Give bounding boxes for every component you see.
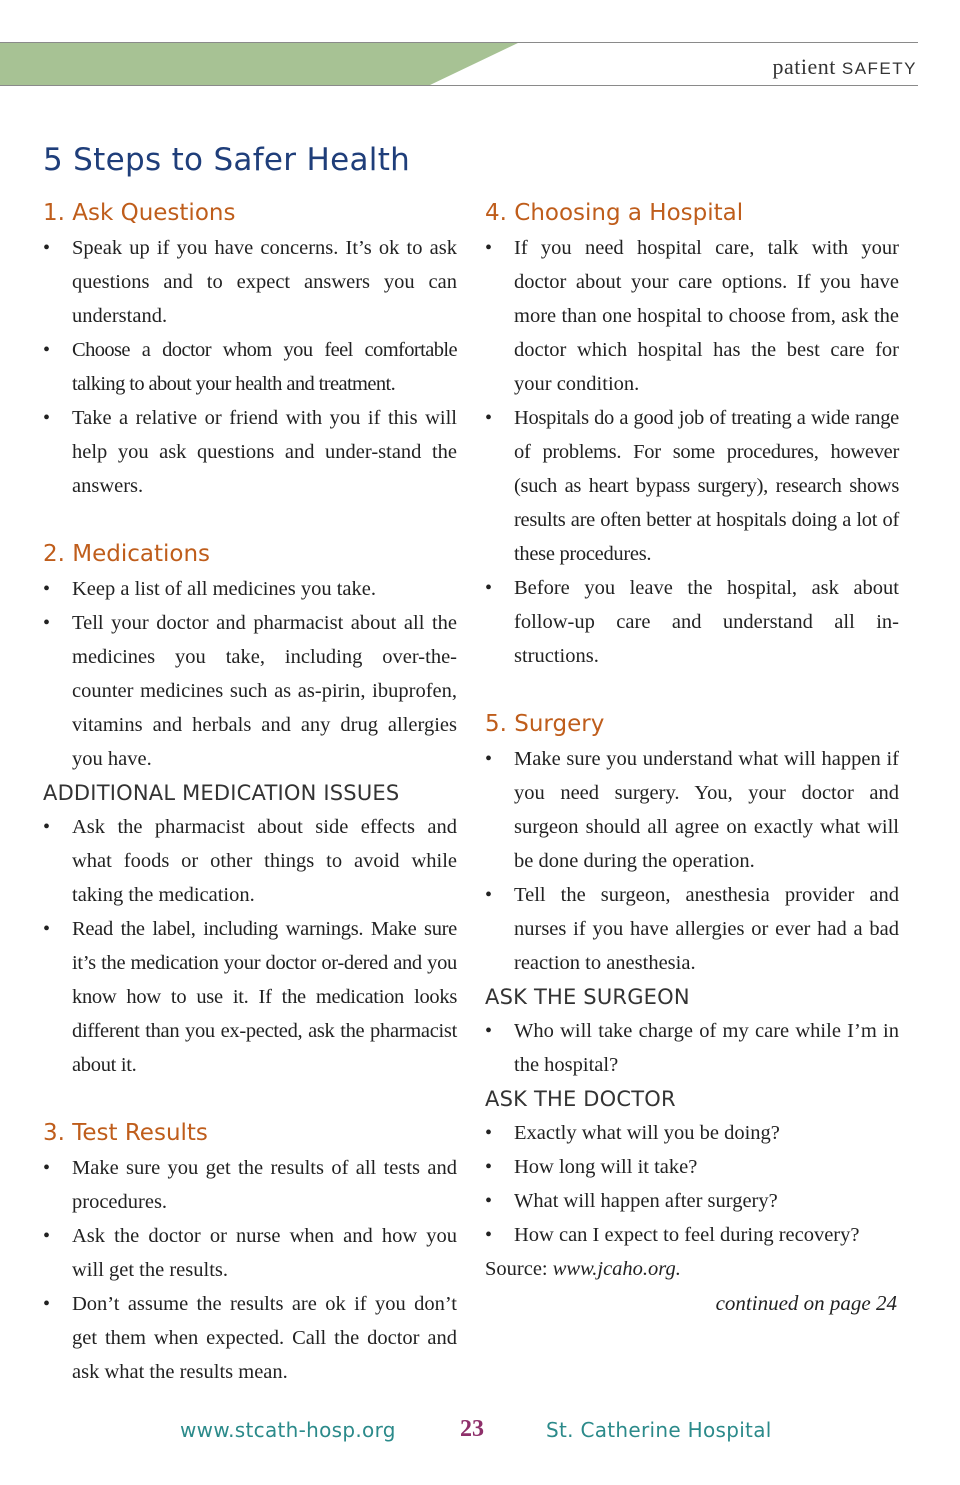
- footer-hospital-name: St. Catherine Hospital: [546, 1418, 772, 1442]
- step-2-heading: 2. Medications: [43, 541, 211, 567]
- continued-note: continued on page 24: [715, 1291, 897, 1315]
- page-number: 23: [460, 1416, 484, 1442]
- spacer: [43, 503, 457, 537]
- ask-doctor-heading: ASK THE DOCTOR: [485, 1087, 676, 1111]
- list-item: • Who will take charge of my care while I’m in the hospital?: [485, 1014, 899, 1082]
- list-item: • Speak up if you have concerns. It’s ok to ask questions and to expect answers you can understand.: [43, 231, 457, 333]
- list-item: • Choose a doctor whom you feel comfortable talking to about your health and treatment.: [43, 333, 457, 401]
- additional-medication-list: [43, 810, 457, 1082]
- footer: [0, 1418, 960, 1450]
- section-tag-prefix: patient: [772, 54, 836, 79]
- ask-doctor-list: [485, 1116, 899, 1252]
- spacer: [485, 673, 899, 707]
- step-3-list: [43, 1151, 457, 1389]
- list-item: • Take a relative or friend with you if this will help you ask questions and under-stand the answers.: [43, 401, 457, 503]
- right-column: [485, 196, 899, 1320]
- list-item: • Ask the doctor or nurse when and how you will get the results.: [43, 1219, 457, 1287]
- footer-website-link[interactable]: www.stcath-hosp.org: [180, 1418, 396, 1442]
- list-item: • What will happen after surgery?: [485, 1184, 899, 1218]
- list-item: • Ask the pharmacist about side effects and what foods or other things to avoid while taking the medication.: [43, 810, 457, 912]
- step-1-heading: 1. Ask Questions: [43, 200, 236, 226]
- list-item: • Before you leave the hospital, ask about follow-up care and understand all in-structions.: [485, 571, 899, 673]
- list-item: • How can I expect to feel during recovery?: [485, 1218, 899, 1252]
- header-rule-bottom: [0, 85, 918, 86]
- source-line: [485, 1252, 899, 1286]
- list-item: • Make sure you understand what will happen if you need surgery. You, your doctor and surgeon should all agree on exactly what will be done during the operation.: [485, 742, 899, 878]
- left-column: [43, 196, 457, 1389]
- step-5-list: [485, 742, 899, 980]
- step-2-list: [43, 572, 457, 776]
- list-item: • If you need hospital care, talk with your doctor about your care options. If you have more than one hospital to choose from, ask the doctor which hospital has the best care for your condition.: [485, 231, 899, 401]
- step-4-heading: 4. Choosing a Hospital: [485, 200, 744, 226]
- list-item: • Don’t assume the results are ok if you don’t get them when expected. Call the doctor and ask what the results mean.: [43, 1287, 457, 1389]
- list-item: • Tell the surgeon, anesthesia provider and nurses if you have allergies or ever had a bad reaction to anesthesia.: [485, 878, 899, 980]
- step-1-list: [43, 231, 457, 503]
- spacer: [43, 1082, 457, 1116]
- additional-medication-heading: ADDITIONAL MEDICATION ISSUES: [43, 781, 400, 805]
- list-item: • Keep a list of all medicines you take.: [43, 572, 457, 606]
- list-item: • Tell your doctor and pharmacist about all the medicines you take, including over-the-counter medicines such as as-pirin, ibuprofen, vitamins and herbals and any drug allergies you have.: [43, 606, 457, 776]
- step-3-heading: 3. Test Results: [43, 1120, 208, 1146]
- list-item: • Read the label, including warnings. Make sure it’s the medication your doctor or-dered and you know how to use it. If the medication looks different than you ex-pected, ask the pharmacist about it.: [43, 912, 457, 1082]
- list-item: • How long will it take?: [485, 1150, 899, 1184]
- ask-surgeon-heading: ASK THE SURGEON: [485, 985, 690, 1009]
- header-rule-top: [0, 42, 918, 43]
- list-item: • Hospitals do a good job of treating a wide range of problems. For some procedures, however (such as heart bypass surgery), research shows results are often better at hospitals doing a lot of these procedures.: [485, 401, 899, 571]
- step-5-heading: 5. Surgery: [485, 711, 605, 737]
- source-label: Source:: [485, 1258, 548, 1280]
- step-4-list: [485, 231, 899, 673]
- section-tag-main: SAFETY: [841, 59, 917, 78]
- page-title: 5 Steps to Safer Health: [43, 142, 411, 178]
- source-link[interactable]: www.jcaho.org.: [552, 1258, 681, 1280]
- list-item: • Exactly what will you be doing?: [485, 1116, 899, 1150]
- list-item: • Make sure you get the results of all tests and procedures.: [43, 1151, 457, 1219]
- section-tag: [773, 54, 918, 80]
- ask-surgeon-list: [485, 1014, 899, 1082]
